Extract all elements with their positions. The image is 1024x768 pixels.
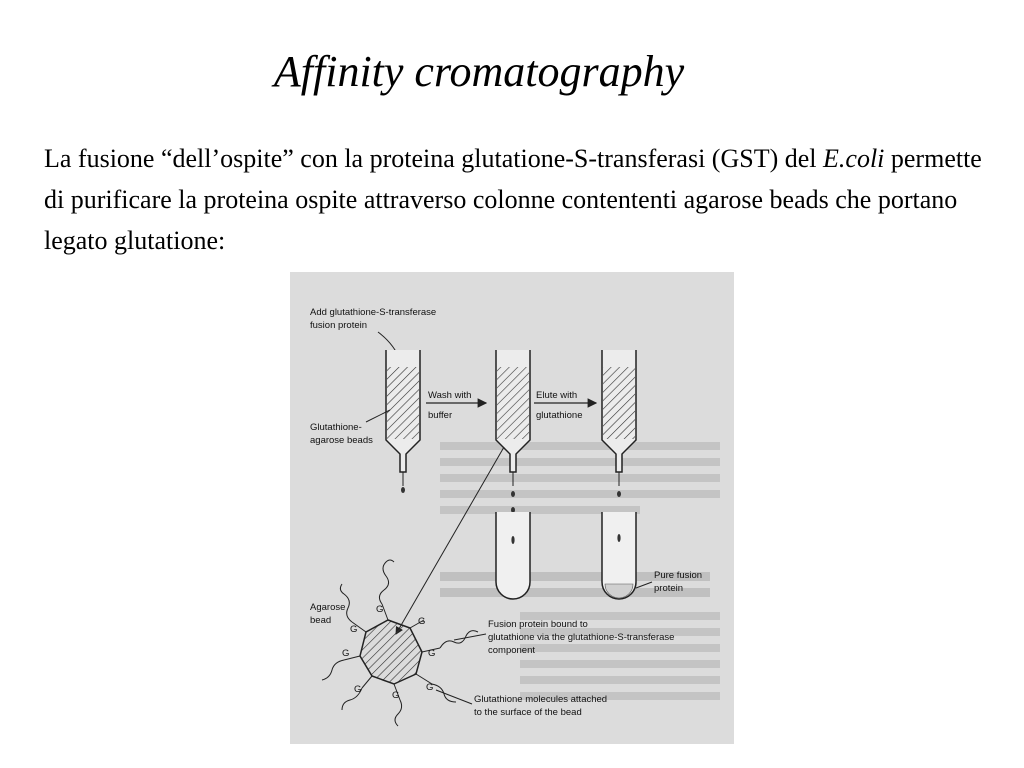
gsh-label-line2: to the surface of the bead [474, 707, 582, 718]
beads-label-line2: agarose beads [310, 435, 373, 446]
fusion-bound-line3: component [488, 645, 536, 656]
fusion-bound-line1: Fusion protein bound to [488, 619, 588, 630]
fusion-bound-line2: glutathione via the glutathione-S-transferase [488, 632, 675, 643]
g-mark: G [426, 682, 434, 693]
g-mark: G [342, 648, 350, 659]
paragraph-part-2: permette di purificare la proteina ospite attraverso colonne contententi agarose beads che portano legato glutatione: [44, 144, 982, 255]
g-mark: G [354, 684, 362, 695]
add-label-line2: fusion protein [310, 320, 368, 331]
g-mark: G [350, 624, 358, 635]
g-mark: G [392, 690, 400, 701]
agarose-label-line2: bead [310, 615, 332, 626]
add-label-line1: Add glutathione-S-transferase [310, 307, 437, 318]
wash-label-line1: Wash with [428, 390, 472, 401]
pure-label-line2: protein [654, 583, 684, 594]
beads-label-line1: Glutathione- [310, 422, 362, 433]
wash-label-line2: buffer [428, 410, 453, 421]
intro-paragraph [44, 138, 1004, 261]
page-title: Affinity cromatography [273, 47, 685, 96]
paragraph-part-1: La fusione “dell’ospite” con la proteina glutatione-S-transferasi (GST) del [44, 144, 824, 173]
elute-label-line2: glutathione [536, 410, 583, 421]
g-mark: G [376, 604, 384, 615]
affinity-chromatography-figure [290, 272, 734, 744]
agarose-label-line1: Agarose [310, 602, 346, 613]
gsh-label-line1: Glutathione molecules attached [474, 694, 608, 705]
pure-label-line1: Pure fusion [654, 570, 703, 581]
g-mark: G [418, 616, 426, 627]
g-mark: G [428, 648, 436, 659]
elute-label-line1: Elute with [536, 390, 578, 401]
species-name: E.coli [823, 144, 885, 173]
